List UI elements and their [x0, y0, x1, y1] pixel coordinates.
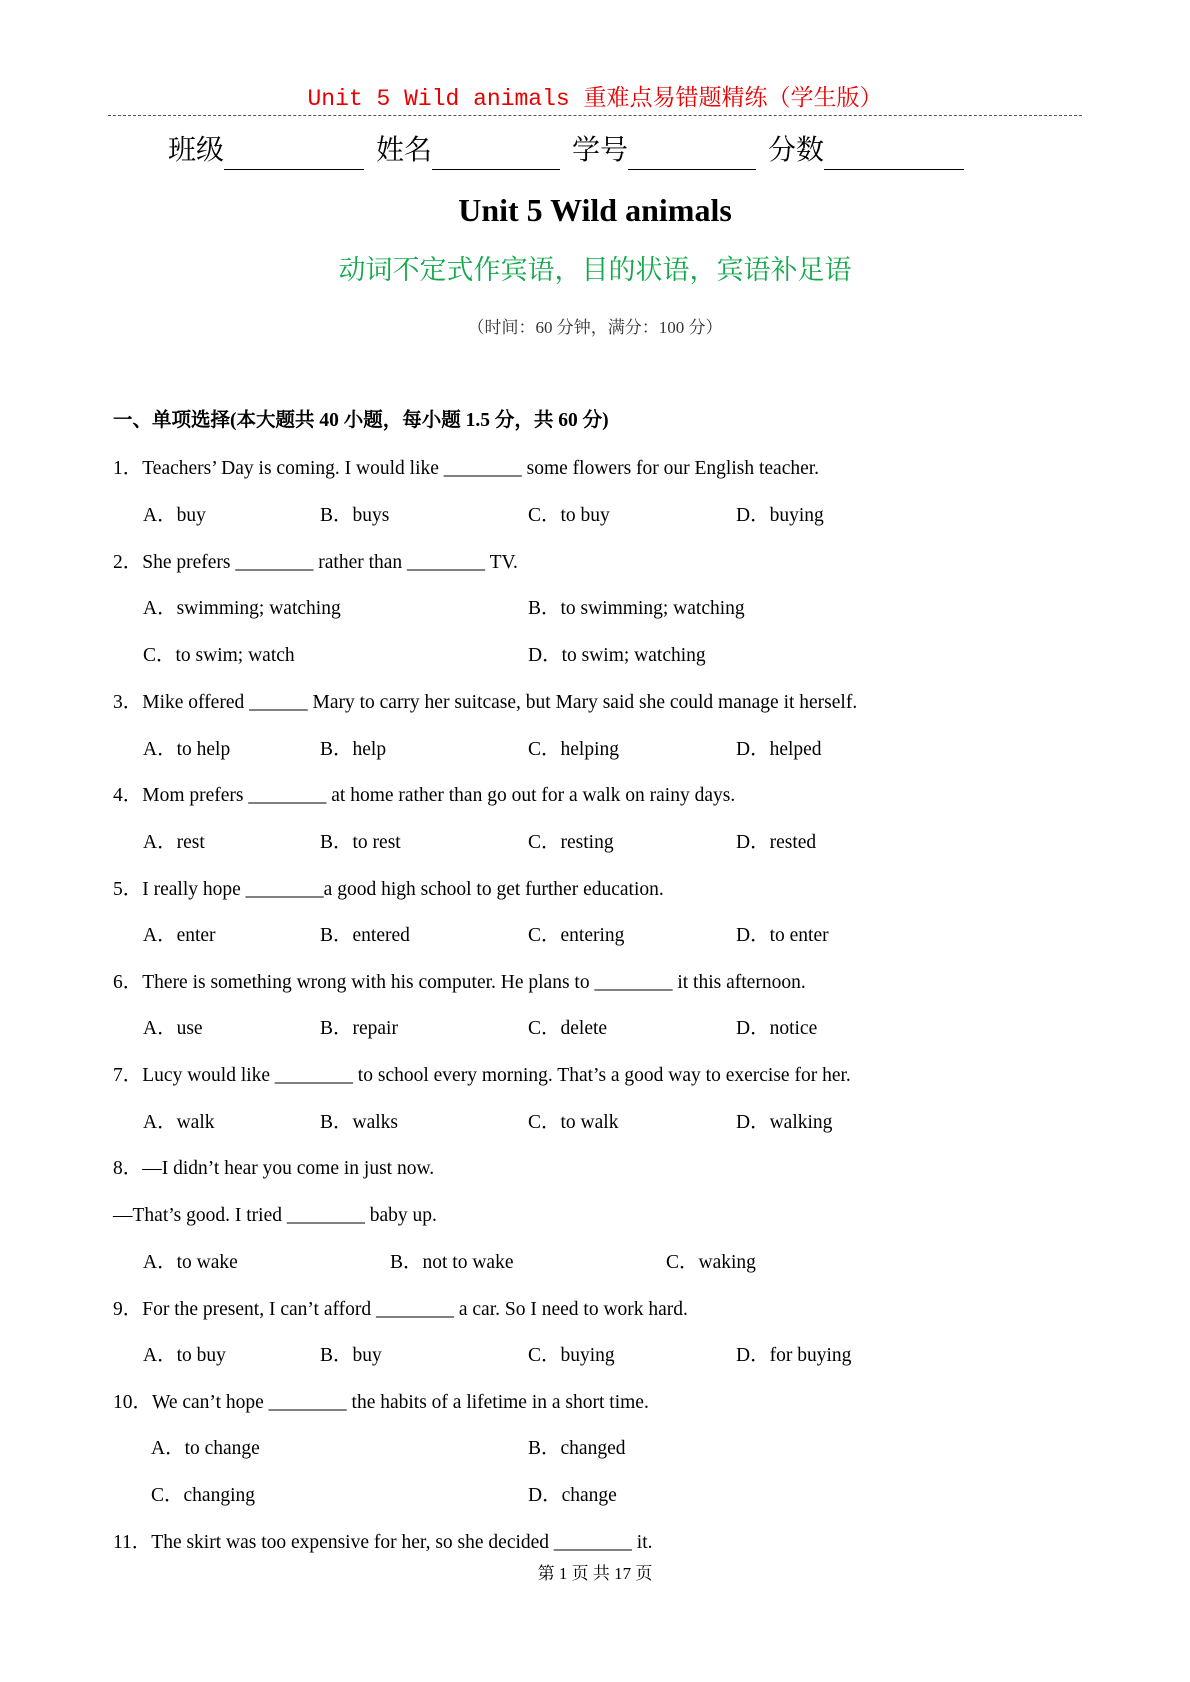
option-b[interactable]: B．buy	[320, 1345, 382, 1366]
question-stem: 3．Mike offered ______ Mary to carry her suitcase, but Mary said she could manage it herself.	[113, 692, 858, 713]
option-a[interactable]: A．to change	[151, 1438, 260, 1459]
name-blank[interactable]	[432, 139, 560, 170]
option-b[interactable]: B．not to wake	[390, 1252, 514, 1273]
unit-title: Unit 5 Wild animals	[458, 192, 732, 228]
option-c[interactable]: C．waking	[666, 1252, 756, 1273]
option-d[interactable]: D．to enter	[736, 925, 829, 946]
option-d[interactable]: D．change	[528, 1485, 617, 1506]
option-d[interactable]: D．notice	[736, 1018, 818, 1039]
option-a[interactable]: A．buy	[143, 505, 206, 526]
option-b[interactable]: B．walks	[320, 1112, 399, 1133]
name-label: 姓名	[376, 133, 433, 166]
header-divider	[108, 115, 1082, 116]
option-b[interactable]: B．to rest	[320, 832, 401, 853]
option-c[interactable]: C．to walk	[528, 1112, 619, 1133]
time-note: （时间：60 分钟，满分：100 分）	[467, 318, 723, 337]
id-blank[interactable]	[628, 139, 756, 170]
question-stem: 4．Mom prefers ________ at home rather than go out for a walk on rainy days.	[113, 785, 736, 806]
question-stem: 10．We can’t hope ________ the habits of a lifetime in a short time.	[113, 1392, 649, 1413]
option-d[interactable]: D．buying	[736, 505, 824, 526]
option-a[interactable]: A．to help	[143, 739, 231, 760]
option-d[interactable]: D．helped	[736, 739, 822, 760]
page-footer: 第 1 页 共 17 页	[537, 1564, 653, 1583]
option-b[interactable]: B．to swimming; watching	[528, 598, 745, 619]
id-label: 学号	[572, 133, 629, 166]
option-d[interactable]: D．to swim; watching	[528, 645, 706, 666]
question-stem: 2．She prefers ________ rather than ________ TV.	[113, 552, 518, 573]
option-a[interactable]: A．to wake	[143, 1252, 238, 1273]
option-a[interactable]: A．walk	[143, 1112, 215, 1133]
section-heading: 一、单项选择(本大题共 40 小题，每小题 1.5 分，共 60 分)	[113, 410, 609, 431]
option-b[interactable]: B．repair	[320, 1018, 398, 1039]
option-a[interactable]: A．use	[143, 1018, 203, 1039]
option-d[interactable]: D．walking	[736, 1112, 833, 1133]
option-c[interactable]: C．resting	[528, 832, 614, 853]
question-stem: 9．For the present, I can’t afford ________ a car. So I need to work hard.	[113, 1299, 688, 1320]
question-stem: 6．There is something wrong with his computer. He plans to ________ it this afternoon.	[113, 972, 806, 993]
question-stem: 5．I really hope ________a good high school to get further education.	[113, 879, 664, 900]
option-d[interactable]: D．for buying	[736, 1345, 852, 1366]
question-stem: 7．Lucy would like ________ to school every morning. That’s a good way to exercise for her.	[113, 1065, 851, 1086]
score-label: 分数	[768, 133, 825, 166]
topic-subtitle: 动词不定式作宾语，目的状语，宾语补足语	[338, 255, 852, 286]
option-b[interactable]: B．buys	[320, 505, 390, 526]
option-b[interactable]: B．help	[320, 739, 387, 760]
question-stem: 1．Teachers’ Day is coming. I would like ________ some flowers for our English teacher.	[113, 458, 820, 479]
question-stem: 11．The skirt was too expensive for her, so she decided ________ it.	[113, 1532, 653, 1553]
option-a[interactable]: A．to buy	[143, 1345, 226, 1366]
option-c[interactable]: C．changing	[151, 1485, 255, 1506]
option-c[interactable]: C．to buy	[528, 505, 610, 526]
option-b[interactable]: B．entered	[320, 925, 410, 946]
question-stem-reply: —That’s good. I tried ________ baby up.	[113, 1205, 437, 1226]
question-stem: 8．—I didn’t hear you come in just now.	[113, 1158, 435, 1179]
score-blank[interactable]	[824, 139, 964, 170]
document-header-title: Unit 5 Wild animals 重难点易错题精练（学生版）	[307, 86, 883, 112]
option-c[interactable]: C．entering	[528, 925, 625, 946]
class-label: 班级	[168, 133, 225, 166]
option-c[interactable]: C．buying	[528, 1345, 615, 1366]
option-b[interactable]: B．changed	[528, 1438, 626, 1459]
option-c[interactable]: C．helping	[528, 739, 619, 760]
option-c[interactable]: C．to swim; watch	[143, 645, 295, 666]
student-info-row	[168, 130, 1068, 170]
option-a[interactable]: A．swimming; watching	[143, 598, 341, 619]
option-a[interactable]: A．enter	[143, 925, 216, 946]
option-c[interactable]: C．delete	[528, 1018, 608, 1039]
option-d[interactable]: D．rested	[736, 832, 817, 853]
option-a[interactable]: A．rest	[143, 832, 205, 853]
class-blank[interactable]	[224, 139, 364, 170]
